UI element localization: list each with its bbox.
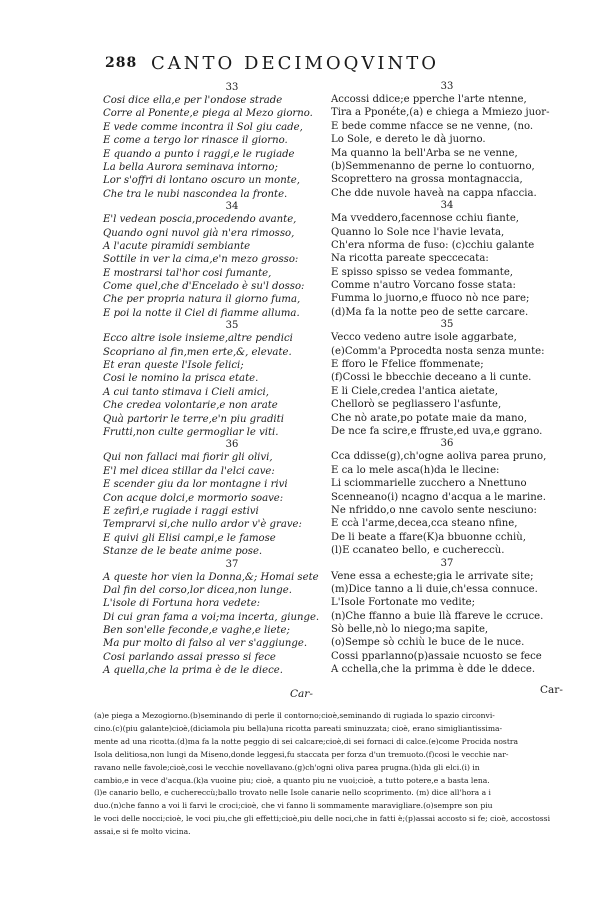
- verse-line: Vecco vedeno autre isole aggarbate,: [331, 332, 517, 344]
- verse-line: Stanze de le beate anime pose.: [103, 546, 263, 558]
- verse-line: A cui tanto stimava i Cieli amici,: [103, 386, 269, 398]
- verse-line: Fumma lo juorno,e ffuoco nò nce pare;: [331, 293, 530, 305]
- footnote-line: assai,e si fe molto vicina.: [94, 827, 191, 837]
- verse-line: Corre al Ponente,e piega al Mezo giorno.: [103, 108, 313, 120]
- verse-line: Ben son'elle feconde,e vaghe,e liete;: [103, 625, 290, 637]
- verse-line: Na ricotta pareate speccecata:: [331, 253, 489, 265]
- verse-line: A queste hor vien la Donna,&; Homai sete: [103, 571, 319, 583]
- verse-line: E quivi gli Elisi campi,e le famose: [103, 532, 276, 544]
- verse-line: E ca lo mele asca(h)da le llecine:: [331, 464, 500, 476]
- verse-line: Lor s'offri di lontano oscuro un monte,: [103, 175, 300, 187]
- verse-line: (f)Cossi le bbecchie deceano a li cunte.: [331, 372, 532, 384]
- verse-line: E'l mel dicea stillar da l'elci cave:: [103, 465, 275, 477]
- page-number: 288: [105, 55, 138, 71]
- footnote-line: (a)e piega a Mezogiorno.(b)seminando di perle il contorno;cioè,seminando di rugiada lo spazio circonvi-: [94, 711, 495, 720]
- verse-line: E vede comme incontra il Sol giu cade,: [103, 121, 303, 133]
- stanza-number: 34: [225, 201, 239, 213]
- verse-line: (d)Ma fa la notte peo de sette carcare.: [331, 306, 529, 318]
- italian-text-column: [103, 82, 331, 678]
- verse-line: Scoprettero na grossa montagnaccia,: [331, 174, 523, 186]
- verse-line: Ma pur molto di falso al ver s'aggiunge.: [103, 638, 308, 650]
- verse-line: E fforo le Ffelice ffommenate;: [331, 359, 484, 371]
- verse-line: Scopriano al fin,men erte,&, elevate.: [103, 346, 292, 358]
- verse-line: E scender giu da lor montagne i rivi: [103, 479, 288, 491]
- verse-line: (b)Semmenanno de perne lo contuorno,: [331, 160, 535, 172]
- verse-line: Dal fin del corso,lor dicea,non lunge.: [103, 584, 292, 596]
- verse-line: Comme n'autro Vorcano fosse stata:: [331, 280, 516, 292]
- verse-line: (m)Dice tanno a li duie,ch'essa connuce.: [331, 583, 538, 595]
- verse-line: Cosi le nomino la prisca etate.: [103, 373, 259, 385]
- footnote-line: cambio,e in vece d'acqua.(k)a vuoine piu; cioè, a quanto piu ne vuoi;cioè, a tutto potere,e a basta lena.: [94, 775, 490, 785]
- verse-line: (e)Comm'a Pprocedta nosta senza munte:: [331, 345, 545, 357]
- verse-line: Che nò arate,po potate maie da mano,: [331, 412, 527, 424]
- verse-line: (n)Che ffanno a buie llà ffareve le ccruce.: [331, 610, 544, 622]
- verse-line: Come quel,che d'Encelado è su'l dosso:: [103, 281, 305, 293]
- verse-line: E quando a punto i raggi,e le rugiade: [103, 148, 295, 160]
- neapolitan-text-column: [331, 81, 563, 677]
- footnote-line: Isola delitiosa,non lungi da Miseno,donde leggesi,fu staccata per forza d'un tremuoto.(f)cosi le vecchie nar-: [94, 749, 509, 759]
- footnote-line: duo.(n)che fanno a voi li farvi le croci;cioè, che vi fanno li sommamente maravigliare.(o)sempre son piu: [94, 801, 493, 811]
- verse-line: A l'acute piramidi sembiante: [103, 240, 251, 252]
- verse-line: L'isole di Fortuna hora vedete:: [103, 598, 261, 610]
- verse-line: Cossi pparlanno(p)assaie ncuosto se fece: [331, 650, 542, 662]
- footnote-line: (l)e canario bello, e cuchereccù;ballo trovato nelle Isole canarie nello scoprimento. (m) dice all'hora a i: [94, 788, 491, 798]
- catchword-right: Car-: [540, 684, 563, 696]
- verse-line: Cosi parlando assai presso si fece: [103, 651, 276, 663]
- verse-line: Accossi ddice;e pperche l'arte ntenne,: [331, 94, 527, 105]
- verse-line: Che tra le nubi nascondea la fronte.: [103, 188, 288, 200]
- footnote-line: mente ad una ricotta.(d)ma fa la notte peggio di sei calcare;cioè,di sei fornaci di calce.(e)come Procida nostra: [94, 736, 519, 746]
- stanza-number: 37: [440, 557, 454, 569]
- verse-line: Ma quanno la bell'Arba se ne venne,: [331, 147, 518, 159]
- verse-line: La bella Aurora seminava intorno;: [103, 161, 278, 173]
- stanza-number: 34: [440, 200, 454, 212]
- verse-line: E li Ciele,credea l'antica aietate,: [331, 385, 498, 397]
- verse-line: Che per propria natura il giorno fuma,: [103, 294, 301, 306]
- stanza-number: 37: [225, 558, 239, 570]
- verse-line: Che dde nuvole haveà na cappa nfaccia.: [331, 187, 537, 199]
- verse-line: De li beate a ffare(K)a bbuonne cchiù,: [331, 531, 526, 543]
- verse-line: Ma vveddero,facennose cchiu fiante,: [331, 213, 520, 225]
- verse-line: Temprarvi si,che nullo ardor v'è grave:: [103, 519, 302, 531]
- footnotes: [94, 710, 572, 839]
- footnote-line: cino.(c)(piu galante)cioè,(dicìamola piu bella)una ricotta pareati sminuzzata; cioè, erano simigliantissima-: [94, 723, 503, 733]
- verse-line: Ne nfriddo,o nne cavolo sente nesciuno:: [331, 504, 537, 516]
- verse-line: Lo Sole, e dereto le dà juorno.: [331, 134, 486, 146]
- verse-line: E poi la notte il Ciel di fiamme alluma.: [103, 307, 300, 319]
- verse-line: Tira a Pponéte,(a) e chiega a Mmiezo juor-: [331, 107, 550, 119]
- catchword-left: Car-: [290, 688, 313, 700]
- verse-line: Li sciommarielle zucchero a Nnettuno: [331, 478, 527, 490]
- stanza-number: 33: [440, 81, 454, 92]
- verse-line: Cosi dice ella,e per l'ondose strade: [103, 95, 283, 106]
- verse-line: Ecco altre isole insieme,altre pendici: [103, 333, 293, 345]
- verse-line: L'Isole Fortonate mo vedite;: [331, 597, 476, 609]
- verse-line: Quando ogni nuvol già n'era rimosso,: [103, 227, 295, 239]
- footnote-line: le voci delle nocci;cioè, le voci piu,che gli effetti;cioè,piu delle noci,che in fatti è;(p)assai accosto si fe; cioè, accostossi: [94, 814, 550, 824]
- stanza-number: 35: [225, 320, 239, 332]
- page-header: [105, 55, 535, 77]
- verse-line: E bede comme nfacce se ne venne, (no.: [331, 120, 534, 132]
- verse-line: Con acque dolci,e mormorio soave:: [103, 492, 284, 504]
- verse-line: Che credea volontarie,e non arate: [103, 400, 278, 412]
- verse-line: (o)Sempe sò cchiù le buce de le nuce.: [331, 637, 525, 649]
- footnote-line: ravano nelle favole;cioè,cosi le vecchie novellavano.(g)ch'ogni oliva parea prugna.(h)da gli elci.(i) in: [94, 762, 480, 772]
- stanza-number: 36: [440, 438, 454, 450]
- stanza-number: 35: [440, 319, 454, 331]
- verse-line: A quella,che la prima è de le diece.: [103, 665, 283, 677]
- verse-line: (l)E ccanateo bello, e cuchereccù.: [331, 545, 505, 557]
- verse-line: E spisso spisso se vedea fommante,: [331, 266, 514, 278]
- stanza-number: 33: [225, 82, 239, 93]
- verse-line: E ccà l'arme,decea,cca steano nfine,: [331, 518, 518, 530]
- verse-line: Sò belle,nò lo niego;ma sapite,: [331, 624, 489, 636]
- verse-line: Scenneano(i) ncagno d'acqua a le marine.: [331, 491, 546, 503]
- stanza-number: 36: [225, 439, 239, 451]
- verse-line: Di cui gran fama a voi;ma incerta, giunge.: [103, 611, 320, 623]
- verse-line: Quanno lo Sole nce l'havie levata,: [331, 226, 505, 238]
- verse-line: Qui non fallaci mai fiorir gli olivi,: [103, 452, 273, 464]
- verse-line: Chellorò se pegliassero l'asfunte,: [331, 399, 502, 411]
- verse-line: Ch'era nforma de fuso: (c)cchiu galante: [331, 239, 535, 251]
- verse-line: E zefiri,e rugiade i raggi estivi: [103, 505, 259, 517]
- verse-line: E mostrarsi tal'hor cosi fumante,: [103, 267, 272, 279]
- verse-line: Quà partorir le terre,e'n piu graditi: [103, 413, 284, 425]
- verse-line: Frutti,non culte germogliar le viti.: [103, 426, 279, 438]
- verse-line: Sottile in ver la cima,e'n mezo grosso:: [103, 254, 299, 266]
- running-head: CANTO DECIMOQVINTO: [151, 53, 440, 74]
- verse-line: Cca ddisse(g),ch'ogne aoliva parea pruno,: [331, 451, 547, 463]
- verse-line: A cchella,che la primma è dde le ddece.: [331, 664, 536, 676]
- verse-line: E come a tergo lor rinasce il giorno.: [103, 135, 288, 147]
- verse-line: E'l vedean poscia,procedendo avante,: [103, 214, 297, 226]
- verse-line: De nce fa scire,e ffruste,ed uva,e ggrano.: [331, 425, 543, 437]
- verse-line: Vene essa a echeste;gia le arrivate site;: [331, 570, 534, 582]
- verse-line: Et eran queste l'Isole felici;: [103, 360, 244, 372]
